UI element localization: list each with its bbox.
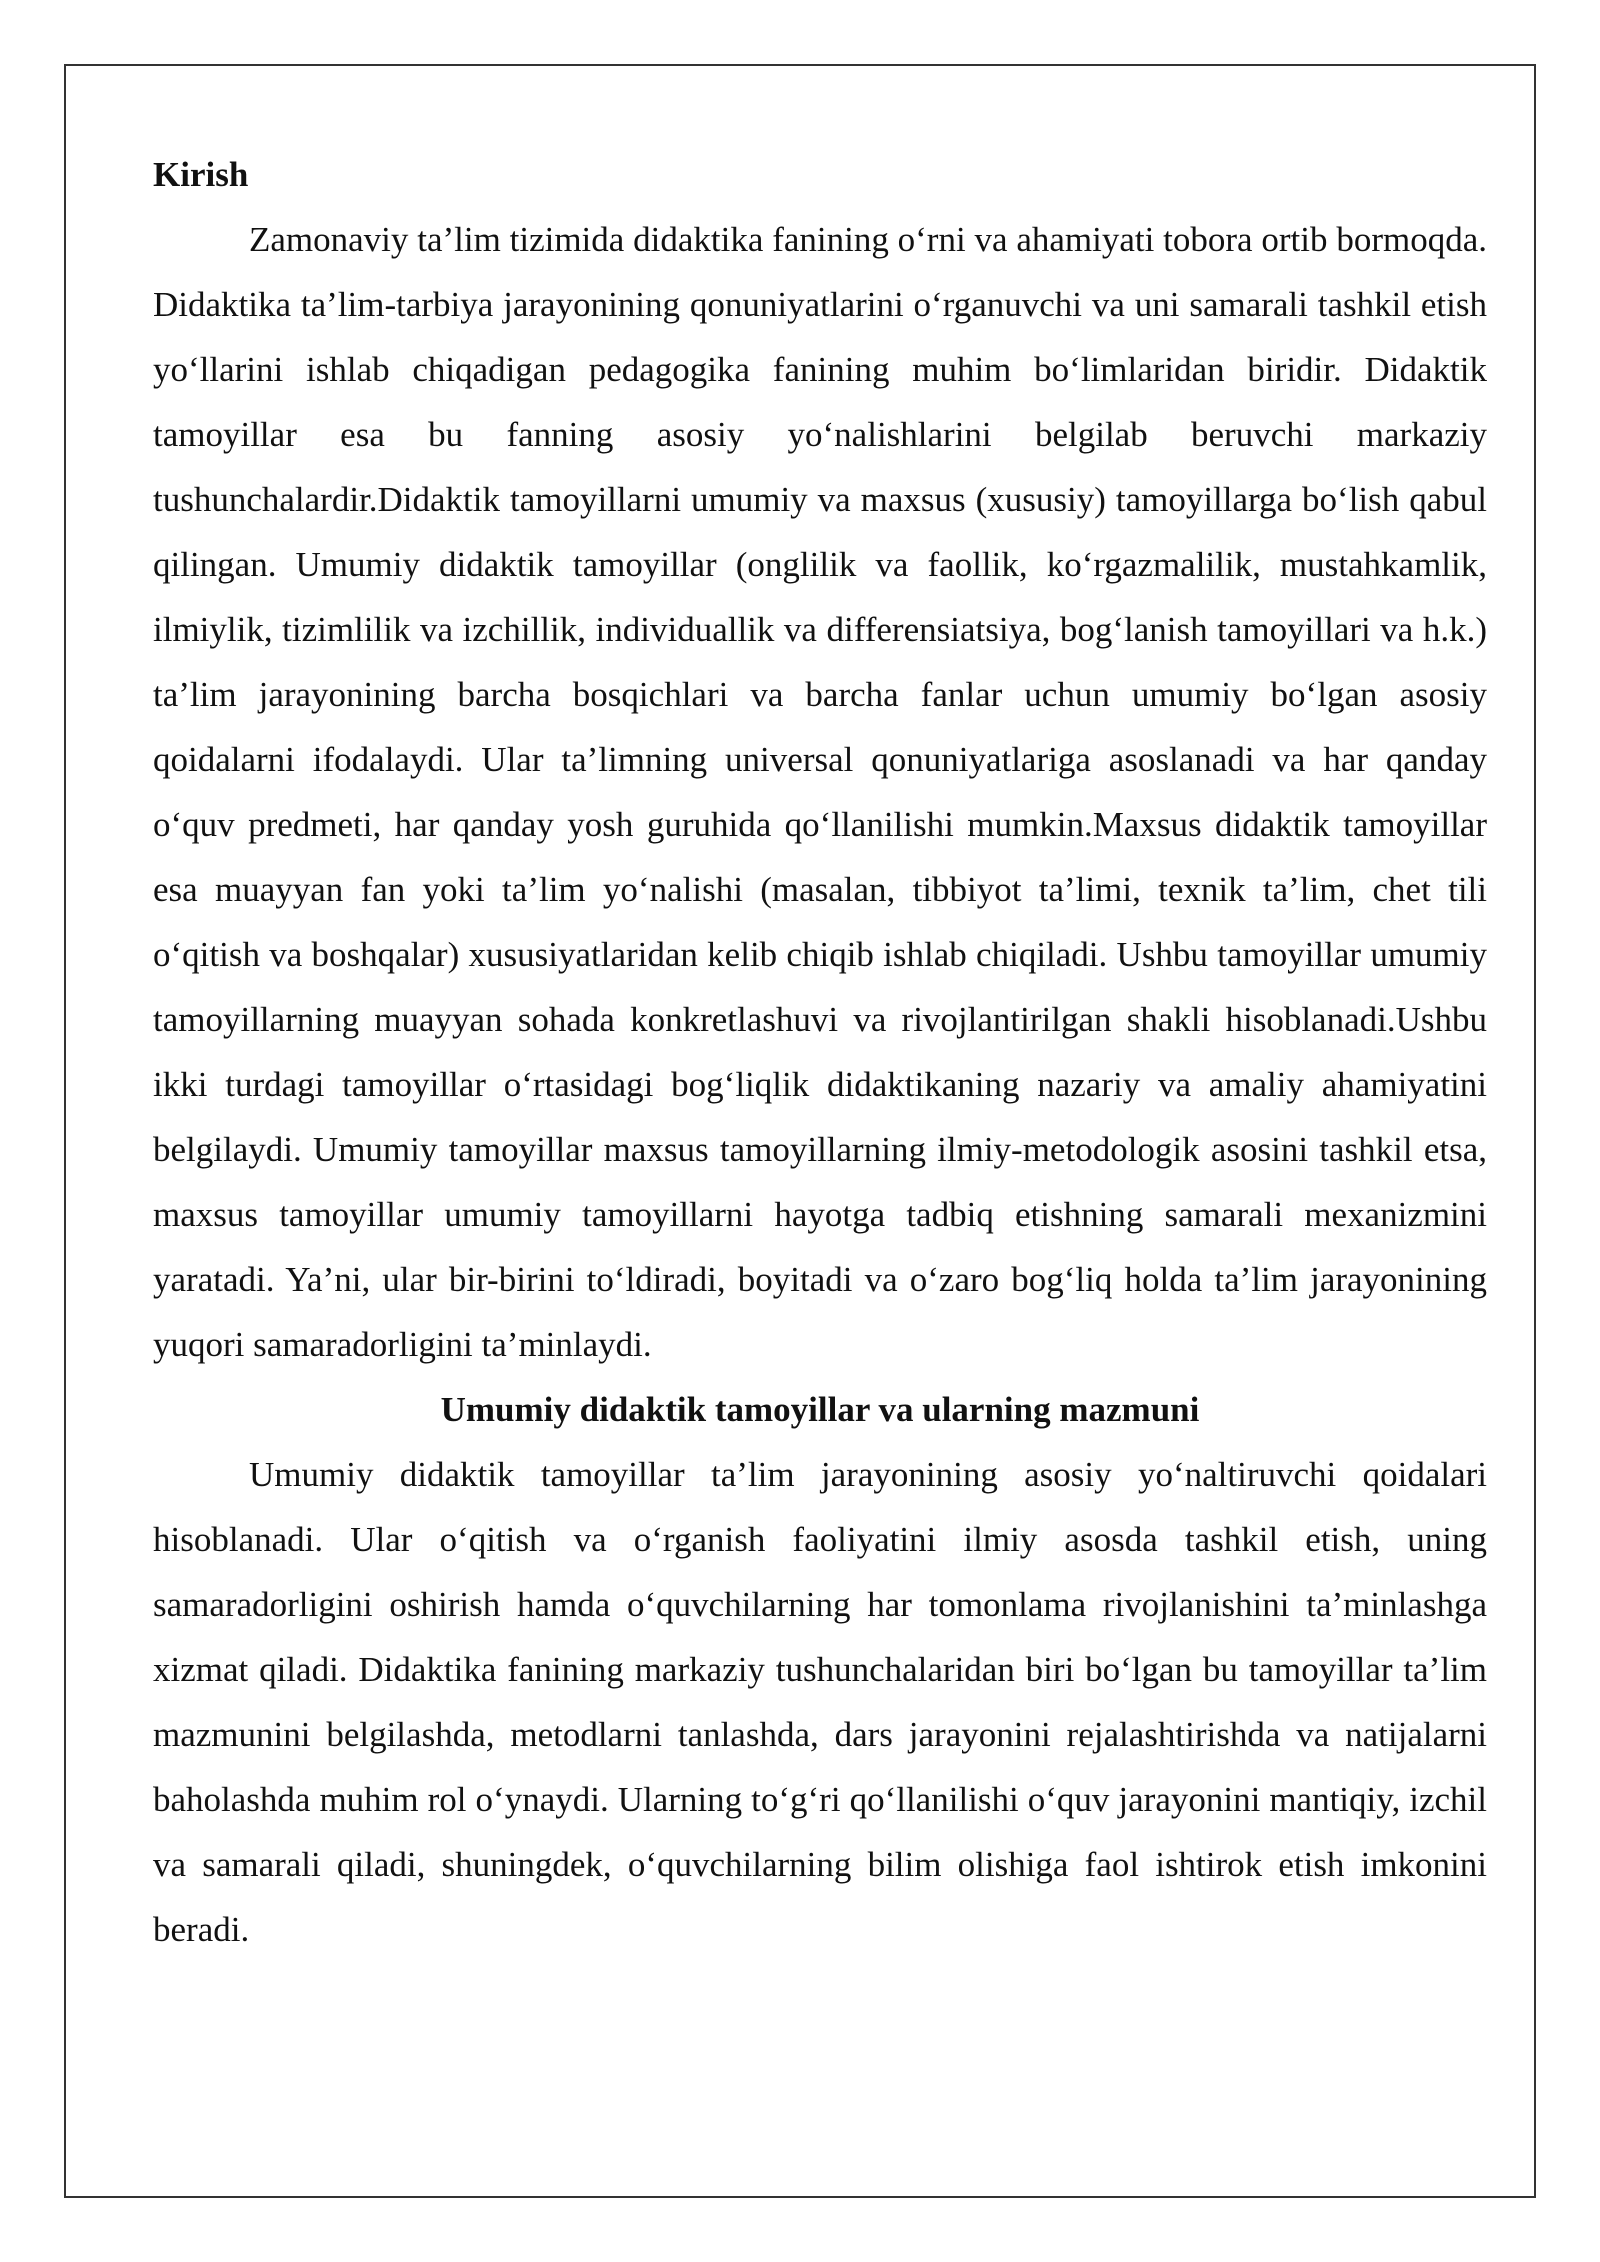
intro-paragraph: Zamonaviy ta’lim tizimida didaktika fanining o‘rni va ahamiyati tobora ortib bormoqda. Didaktika ta’lim-tarbiya jarayonining qonuniyatlarini o‘rganuvchi va uni samarali tashkil etish yo‘llarini ishlab chiqadigan pedagogika fanining muhim bo‘limlaridan biridir. Didaktik tamoyillar esa bu fanning asosiy yo‘nalishlarini belgilab beruvchi markaziy tushunchalardir.Didaktik tamoyillarni umumiy va maxsus (xususiy) tamoyillarga bo‘lish qabul qilingan. Umumiy didaktik tamoyillar (onglilik va faollik, ko‘rgazmalilik, mustahkamlik, ilmiylik, tizimlilik va izchillik, individuallik va differensiatsiya, bog‘lanish tamoyillari va h.k.) ta’lim jarayonining barcha bosqichlari va barcha fanlar uchun umumiy bo‘lgan asosiy qoidalarni ifodalaydi. Ular ta’limning universal qonuniyatlariga asoslanadi va har qanday o‘quv predmeti, har qanday yosh guruhida qo‘llanilishi mumkin.Maxsus didaktik tamoyillar esa muayyan fan yoki ta’lim yo‘nalishi (masalan, tibbiyot ta’limi, texnik ta’lim, chet tili o‘qitish va boshqalar) xususiyatlaridan kelib chiqib ishlab chiqiladi. Ushbu tamoyillar umumiy tamoyillarning muayyan sohada konkretlashuvi va rivojlantirilgan shakli hisoblanadi.Ushbu ikki turdagi tamoyillar o‘rtasidagi bog‘liqlik didaktikaning nazariy va amaliy ahamiyatini belgilaydi. Umumiy tamoyillar maxsus tamoyillarning ilmiy-metodologik asosini tashkil etsa, maxsus tamoyillar umumiy tamoyillarni hayotga tadbiq etishning samarali mexanizmini yaratadi. Ya’ni, ular bir-birini to‘ldiradi, boyitadi va o‘zaro bog‘liq holda ta’lim jarayonining yuqori samaradorligini ta’minlaydi.	[153, 220, 1487, 1364]
section-paragraph: Umumiy didaktik tamoyillar ta’lim jarayonining asosiy yo‘naltiruvchi qoidalari hisoblanadi. Ular o‘qitish va o‘rganish faoliyatini ilmiy asosda tashkil etish, uning samaradorligini oshirish hamda o‘quvchilarning har tomonlama rivojlanishini ta’minlashga xizmat qiladi. Didaktika fanining markaziy tushunchalaridan biri bo‘lgan bu tamoyillar ta’lim mazmunini belgilashda, metodlarni tanlashda, dars jarayonini rejalashtirishda va natijalarni baholashda muhim rol o‘ynaydi. Ularning to‘g‘ri qo‘llanilishi o‘quv jarayonini mantiqiy, izchil va samarali qiladi, shuningdek, o‘quvchilarning bilim olishiga faol ishtirok etish imkonini beradi.	[153, 1455, 1487, 1949]
document-body	[153, 142, 1487, 1962]
section-heading: Umumiy didaktik tamoyillar va ularning mazmuni	[440, 1390, 1200, 1429]
intro-heading: Kirish	[153, 155, 249, 194]
